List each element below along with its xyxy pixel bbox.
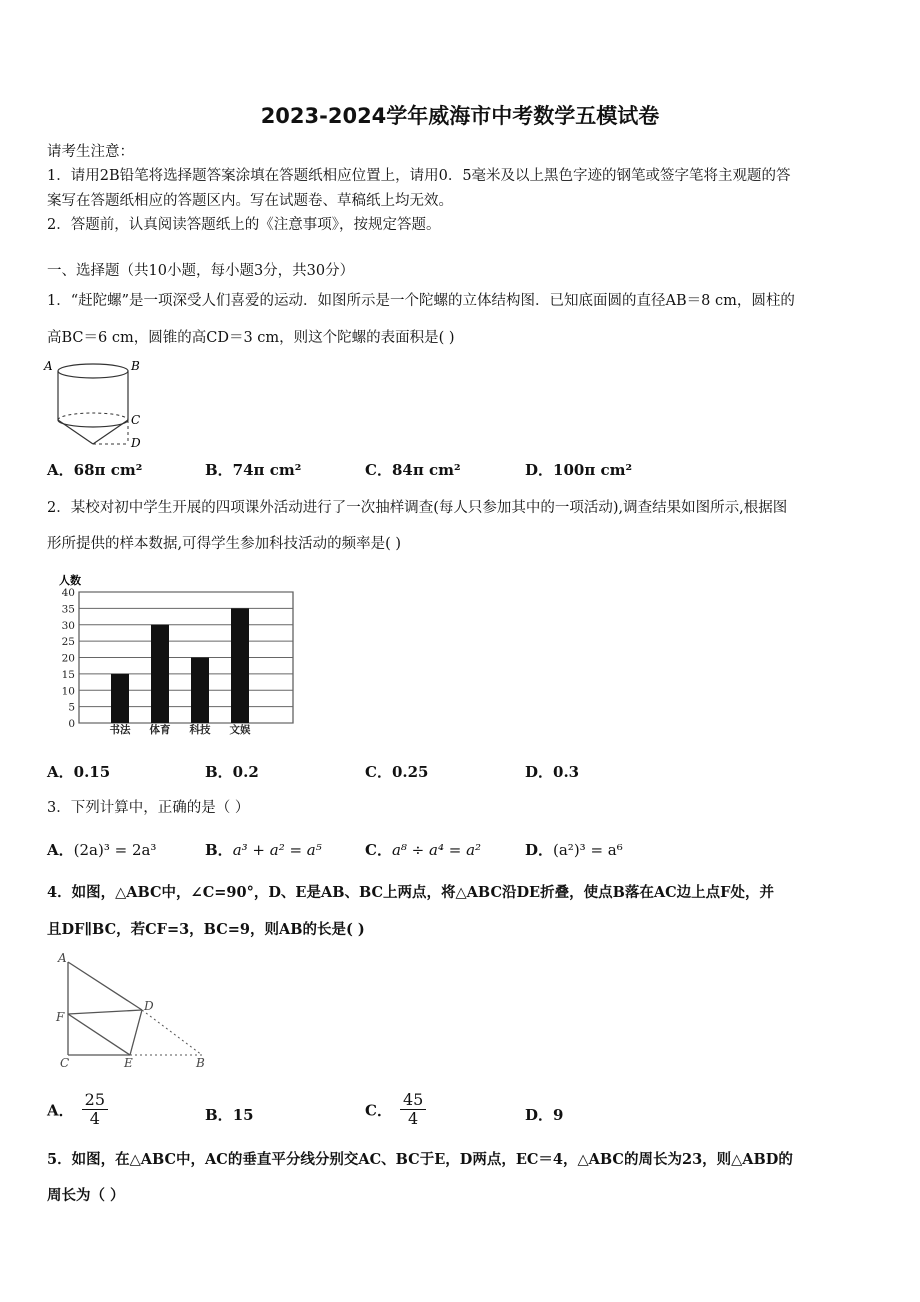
q4-triangle-figure [50, 950, 220, 1075]
x-category-label: 书法 [109, 724, 131, 736]
q4-option-c-numerator: 45 [400, 1091, 426, 1110]
bar-3 [191, 658, 209, 724]
q4-option-c[interactable] [365, 1091, 426, 1129]
q3-option-b[interactable] [205, 839, 322, 860]
q3-option-a-label: A． [47, 841, 74, 859]
q4-option-a-label: A． [47, 1101, 74, 1120]
segment-DE [130, 1010, 142, 1055]
q4-option-d[interactable] [525, 1104, 563, 1125]
q4-option-a[interactable] [47, 1091, 108, 1129]
y-tick-label: 25 [61, 636, 75, 649]
q3-option-d[interactable] [525, 839, 623, 860]
q4-text-line1: 4．如图，△ABC中，∠C=90°，D、E是AB、BC上两点，将△ABC沿DE折叠，使点B落在AC边上点F处，并 [47, 884, 774, 901]
q1-option-b[interactable]: B．74π cm² [205, 461, 302, 479]
y-tick-label: 10 [61, 685, 75, 698]
q4-text-line2: 且DF∥BC，若CF=3，BC=9，则AB的长是( ) [47, 921, 365, 938]
q4-option-a-numerator: 25 [82, 1091, 108, 1110]
label-B: B [196, 1056, 205, 1070]
q3-option-a[interactable] [47, 839, 156, 860]
bottom-ellipse-back [58, 413, 128, 420]
y-tick-label: 15 [61, 668, 75, 681]
y-tick-label: 0 [68, 718, 75, 730]
q4-option-a-denominator: 4 [89, 1109, 100, 1129]
notice-line-1a: 1．请用2B铅笔将选择题答案涂填在答题纸相应位置上，请用0．5毫米及以上黑色字迹的钢笔或签字笔将主观题的答 [47, 168, 791, 184]
section-heading: 一、选择题（共10小题，每小题3分，共30分） [47, 263, 355, 279]
y-tick-label: 40 [61, 587, 75, 599]
bar-2 [151, 625, 169, 723]
x-category-label: 体育 [149, 724, 171, 736]
label-F: F [56, 1010, 65, 1024]
q2-option-a[interactable]: A．0.15 [47, 763, 111, 781]
notice-heading: 请考生注意： [47, 144, 134, 160]
q3-option-d-expr: (a²)³ = a⁶ [553, 841, 623, 859]
q5-text-line2: 周长为（ ） [47, 1187, 125, 1204]
segment-DB-dotted [142, 1010, 202, 1055]
label-C: C [60, 1056, 70, 1070]
label-C: C [131, 413, 141, 427]
q2-text-line2: 形所提供的样本数据,可得学生参加科技活动的频率是( ) [47, 536, 402, 552]
q1-spinning-top-figure [38, 355, 148, 450]
side-AD [68, 962, 142, 1010]
q5-text-line1: 5．如图，在△ABC中，AC的垂直平分线分别交AC、BC于E，D两点，EC＝4，△ABC的周长为23，则△ABD的 [47, 1151, 793, 1168]
label-A: A [58, 951, 67, 965]
notice-line-2: 2．答题前，认真阅读答题纸上的《注意事项》，按规定答题。 [47, 217, 441, 233]
q3-option-d-label: D． [525, 841, 554, 859]
q4-option-d-label: D． [525, 1106, 554, 1124]
x-category-label: 文娱 [229, 724, 251, 736]
label-E: E [124, 1056, 133, 1070]
q3-option-b-expr: a³ + a² = a⁵ [232, 841, 322, 859]
q2-option-d[interactable]: D．0.3 [525, 763, 580, 781]
q3-option-c[interactable] [365, 839, 481, 860]
q4-option-c-fraction [400, 1091, 426, 1129]
label-D: D [131, 436, 141, 450]
bar-4 [231, 608, 249, 723]
page-title: 2023-2024学年威海市中考数学五模试卷 [260, 104, 660, 128]
notice-line-1b: 案写在答题纸相应的答题区内。写在试题卷、草稿纸上均无效。 [47, 193, 453, 209]
q3-option-a-expr: (2a)³ = 2a³ [73, 841, 157, 859]
q4-option-b-value: 15 [232, 1106, 254, 1124]
y-tick-label: 5 [68, 701, 75, 714]
q4-option-c-label: C． [365, 1101, 392, 1120]
q1-option-c[interactable]: C．84π cm² [365, 461, 461, 479]
q4-option-d-value: 9 [553, 1106, 564, 1124]
q1-option-d[interactable]: D．100π cm² [525, 461, 633, 479]
q4-option-a-fraction [82, 1091, 108, 1129]
q3-option-c-label: C． [365, 841, 392, 859]
x-category-label: 科技 [189, 724, 211, 736]
bottom-ellipse-front [58, 420, 128, 427]
bar-1 [111, 674, 129, 723]
q2-bar-chart [45, 568, 305, 740]
y-tick-label: 35 [61, 603, 75, 616]
q4-option-b[interactable] [205, 1104, 254, 1125]
q2-option-b[interactable]: B．0.2 [205, 763, 259, 781]
label-B: B [131, 359, 140, 373]
segment-FD [68, 1010, 142, 1014]
y-tick-label: 30 [61, 619, 75, 632]
label-A: A [44, 359, 53, 373]
q1-text-line1: 1．“赶陀螺”是一项深受人们喜爱的运动．如图所示是一个陀螺的立体结构图．已知底面圆的直径AB＝8 cm，圆柱的 [47, 293, 795, 309]
q2-option-c[interactable]: C．0.25 [365, 763, 429, 781]
segment-FE [68, 1014, 130, 1055]
q4-option-b-label: B． [205, 1106, 233, 1124]
chart-ylabel: 人数 [59, 574, 81, 587]
q1-text-line2: 高BC＝6 cm，圆锥的高CD＝3 cm，则这个陀螺的表面积是( ) [47, 330, 455, 346]
cone-right-edge [93, 420, 128, 444]
q2-text-line1: 2．某校对初中学生开展的四项课外活动进行了一次抽样调查(每人只参加其中的一项活动),调查结果如图所示,根据图 [47, 500, 788, 516]
q3-option-b-label: B． [205, 841, 233, 859]
q3-text: 3．下列计算中，正确的是（ ） [47, 800, 250, 816]
cone-left-edge [58, 420, 93, 444]
label-D: D [144, 999, 154, 1013]
y-tick-label: 20 [61, 652, 75, 665]
q4-option-c-denominator: 4 [408, 1109, 419, 1129]
top-ellipse [58, 364, 128, 378]
q3-option-c-expr: a⁸ ÷ a⁴ = a² [391, 841, 482, 859]
q1-option-a[interactable]: A．68π cm² [47, 461, 143, 479]
